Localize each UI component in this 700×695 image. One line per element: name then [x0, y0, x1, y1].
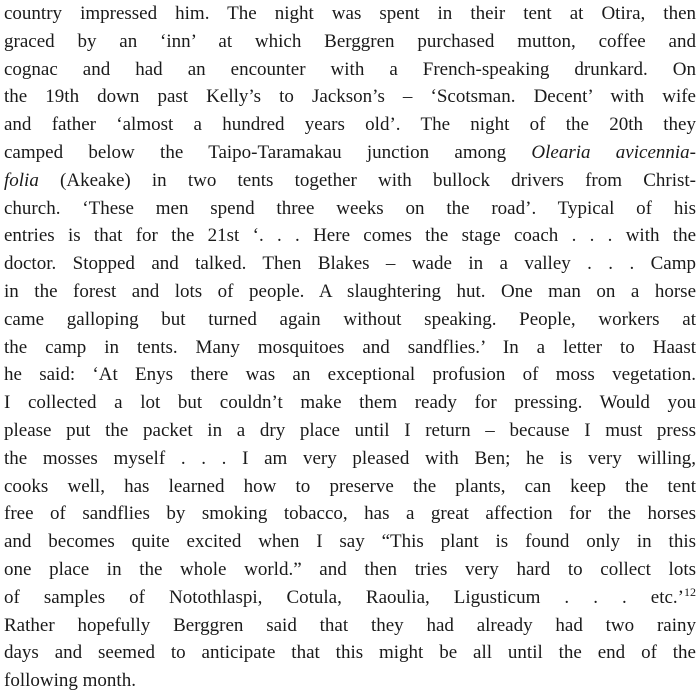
text-line	[4, 167, 696, 195]
text-segment: and father ‘almost a hundred years old’. The night of the 20th they	[4, 114, 696, 136]
text-segment: and becomes quite excited when I say “This plant is found only in this	[4, 531, 696, 553]
text-line	[4, 361, 696, 389]
text-segment: in the forest and lots of people. A slaughtering hut. One man on a horse	[4, 280, 696, 302]
text-segment: the camp in tents. Many mosquitoes and sandflies.’ In a letter to Haast	[4, 336, 696, 358]
text-line	[4, 473, 696, 501]
text-segment: he said: ‘At Enys there was an exceptional profusion of moss vegetation.	[4, 364, 696, 386]
text-line	[4, 195, 696, 223]
text-line	[4, 278, 696, 306]
footnote-ref: 12	[684, 584, 696, 599]
text-line	[4, 0, 696, 28]
text-line	[4, 445, 696, 473]
text-segment: (Akeake) in two tents together with bullock drivers from Christ-	[38, 169, 696, 191]
text-segment: Rather hopefully Berggren said that they had already had two rainy	[4, 614, 696, 636]
text-segment: graced by an ‘inn’ at which Berggren purchased mutton, coffee and	[4, 30, 696, 52]
text-segment: the mosses myself . . . I am very pleased with Ben; he is very willing,	[4, 447, 696, 469]
text-segment: following month.	[4, 670, 136, 692]
text-segment: came galloping but turned again without speaking. People, workers at	[4, 308, 696, 330]
text-line	[4, 417, 696, 445]
text-line	[4, 222, 696, 250]
italic-text: folia	[4, 169, 39, 191]
text-line	[4, 306, 696, 334]
text-line	[4, 528, 696, 556]
text-line	[4, 139, 696, 167]
text-segment: days and seemed to anticipate that this might be all until the end of the	[4, 642, 696, 664]
italic-text: Olearia avicennia-	[531, 141, 696, 163]
text-segment: the 19th down past Kelly’s to Jackson’s – ‘Scotsman. Decent’ with wife	[4, 86, 696, 108]
text-line	[4, 111, 696, 139]
text-segment: free of sandflies by smoking tobacco, has a great affection for the horses	[4, 503, 696, 525]
text-segment: entries is that for the 21st ‘. . . Here comes the stage coach . . . with the	[4, 225, 696, 247]
text-segment: cooks well, has learned how to preserve the plants, can keep the tent	[4, 475, 696, 497]
text-line	[4, 56, 696, 84]
text-segment: cognac and had an encounter with a French-speaking drunkard. On	[4, 58, 696, 80]
text-line	[4, 612, 696, 640]
text-line	[4, 250, 696, 278]
text-line	[4, 500, 696, 528]
text-line	[4, 334, 696, 362]
text-line	[4, 83, 696, 111]
text-segment: camped below the Taipo-Taramakau junction among	[4, 141, 532, 163]
text-segment: one place in the whole world.” and then tries very hard to collect lots	[4, 558, 696, 580]
text-segment: doctor. Stopped and talked. Then Blakes – wade in a valley . . . Camp	[4, 253, 696, 275]
text-line	[4, 639, 696, 667]
text-line	[4, 667, 696, 695]
text-segment: of samples of Notothlaspi, Cotula, Raoulia, Ligusticum . . . etc.’	[4, 586, 684, 608]
body-paragraph	[4, 0, 696, 695]
text-line	[4, 584, 696, 612]
text-segment: church. ‘These men spend three weeks on the road’. Typical of his	[4, 197, 696, 219]
text-segment: please put the packet in a dry place until I return – because I must press	[4, 419, 696, 441]
text-line	[4, 556, 696, 584]
text-segment: I collected a lot but couldn’t make them ready for pressing. Would you	[4, 392, 696, 414]
text-line	[4, 389, 696, 417]
text-segment: country impressed him. The night was spent in their tent at Otira, then	[4, 3, 696, 24]
text-line	[4, 28, 696, 56]
